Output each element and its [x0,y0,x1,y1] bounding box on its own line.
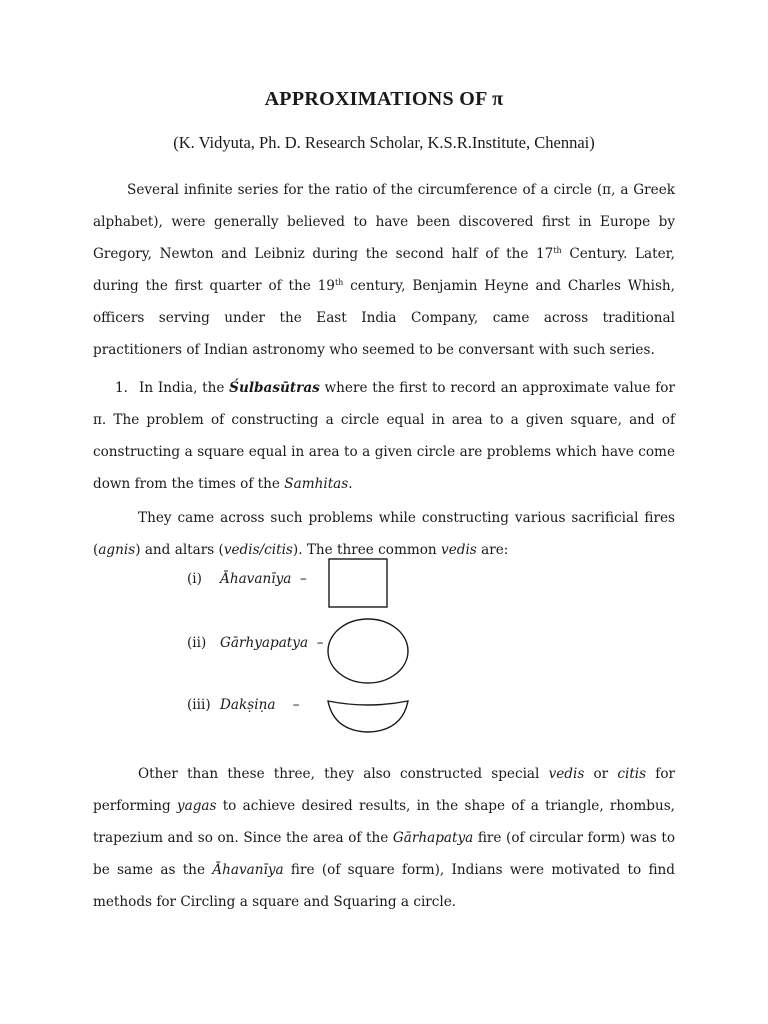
text-run: ) and altars ( [135,542,224,558]
text-run: where the first to record an approximate value for π. The problem of constructing a circle equal in area to a given square, and of constructing a square equal in area to a given circle are problems which have come down from the times of the [93,380,675,492]
italic-text: vedis [548,766,585,782]
text-run: In India, the [139,380,230,396]
superscript: th [334,278,344,287]
italic-text: vedis/citis [223,542,293,558]
text-run: . [348,476,353,492]
author-line: (K. Vidyuta, Ph. D. Research Scholar, K.S.R.Institute, Chennai) [173,133,595,152]
vedi-name [220,697,300,713]
text-run: Other than these three, they also constructed special [138,766,549,782]
text-run: fire (of square form), Indians were motivated to find methods for Circling a square and Squaring a circle. [93,862,676,910]
intro-paragraph [93,174,675,366]
dash: – [300,571,307,587]
vedi-number: (i) [187,571,202,587]
italic-text: Gārhapatya [392,830,474,846]
italic-text: agnis [98,542,136,558]
vedi-name [220,635,324,651]
italic-text: yagas [176,798,217,814]
vedi-number: (iii) [187,697,211,713]
text-run: fire (of circular form) was to be same as the [93,830,675,878]
superscript: th [553,246,562,255]
text-run: for performing [93,766,675,814]
page-title: APPROXIMATIONS OF π [264,88,504,110]
emphasis-text: Śulbasūtras [229,380,320,396]
italic-text: Samhitas [284,476,349,492]
circle-altar-shape [325,617,411,685]
text-run: ). The three common [292,542,442,558]
vedi-name-text: Āhavanīya [220,571,292,587]
vedi-name [220,571,307,587]
text-run: are: [476,542,509,558]
vedi-name-text: Dakṣiṇa [220,697,276,713]
text-run: century, Benjamin Heyne and Charles Whish, officers serving under the East India Company, came across traditional practitioners of Indian astronomy who seemed to be conversant with such series. [93,278,675,358]
dash: – [316,635,324,651]
closing-paragraph [93,758,675,918]
italic-text: citis [617,766,647,782]
text-run: Century. Later, during the first quarter of the 19 [93,246,675,294]
dash: – [292,697,300,713]
italic-text: vedis [441,542,477,558]
list-number: 1. [115,380,128,396]
text-run: Several infinite series for the ratio of the circumference of a circle (π, a Greek alphabet), were generally believed to have been discovered first in Europe by Gregory, Newton and Leibniz during the second half of the 17 [93,182,675,262]
vedis-intro-paragraph [93,502,675,566]
vedi-number: (ii) [187,635,207,651]
half-moon-altar-shape [326,697,410,735]
italic-text: Āhavanīya [212,862,284,878]
text-run: They came across such problems while constructing various sacrificial fires ( [93,510,675,558]
text-run: or [584,766,618,782]
vedi-name-text: Gārhyapatya [220,635,309,651]
square-altar-shape [328,558,390,610]
numbered-paragraph [93,372,675,500]
text-run: to achieve desired results, in the shape of a triangle, rhombus, trapezium and so on. Since the area of the [93,798,675,846]
